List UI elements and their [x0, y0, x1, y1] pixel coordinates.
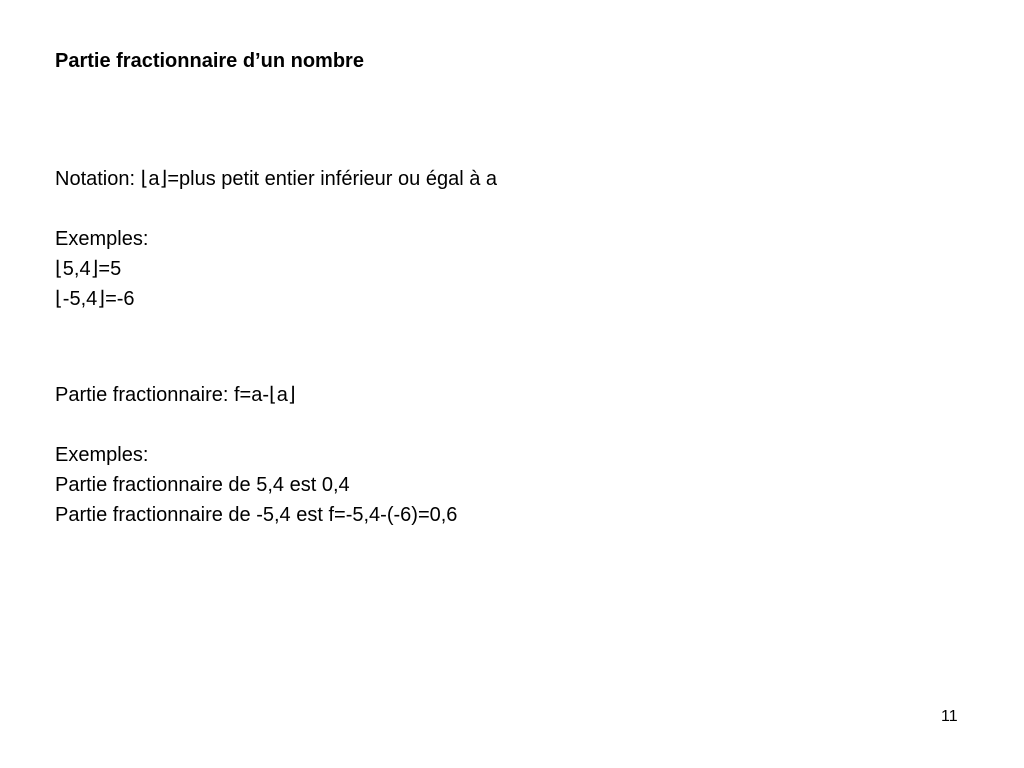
fractional-part-example: Partie fractionnaire de -5,4 est f=-5,4-(-6)=0,6: [55, 504, 458, 526]
blank-line: [55, 194, 497, 224]
notation-examples-heading: Exemples:: [55, 228, 149, 250]
notation-section: [55, 164, 497, 314]
fractional-part-example: Partie fractionnaire de 5,4 est 0,4: [55, 474, 350, 496]
fractional-part-definition: Partie fractionnaire: f=a-⌊a⌋: [55, 384, 296, 406]
notation-definition: Notation: ⌊a⌋=plus petit entier inférieur ou égal à a: [55, 168, 497, 190]
blank-line: [55, 410, 457, 440]
page-number: 11: [941, 708, 958, 725]
notation-example: ⌊5,4⌋=5: [55, 258, 122, 280]
notation-example: ⌊-5,4⌋=-6: [55, 288, 135, 310]
fractional-part-examples-heading: Exemples:: [55, 444, 149, 466]
slide-title: Partie fractionnaire d’un nombre: [55, 50, 364, 72]
fractional-part-section: [55, 380, 457, 530]
